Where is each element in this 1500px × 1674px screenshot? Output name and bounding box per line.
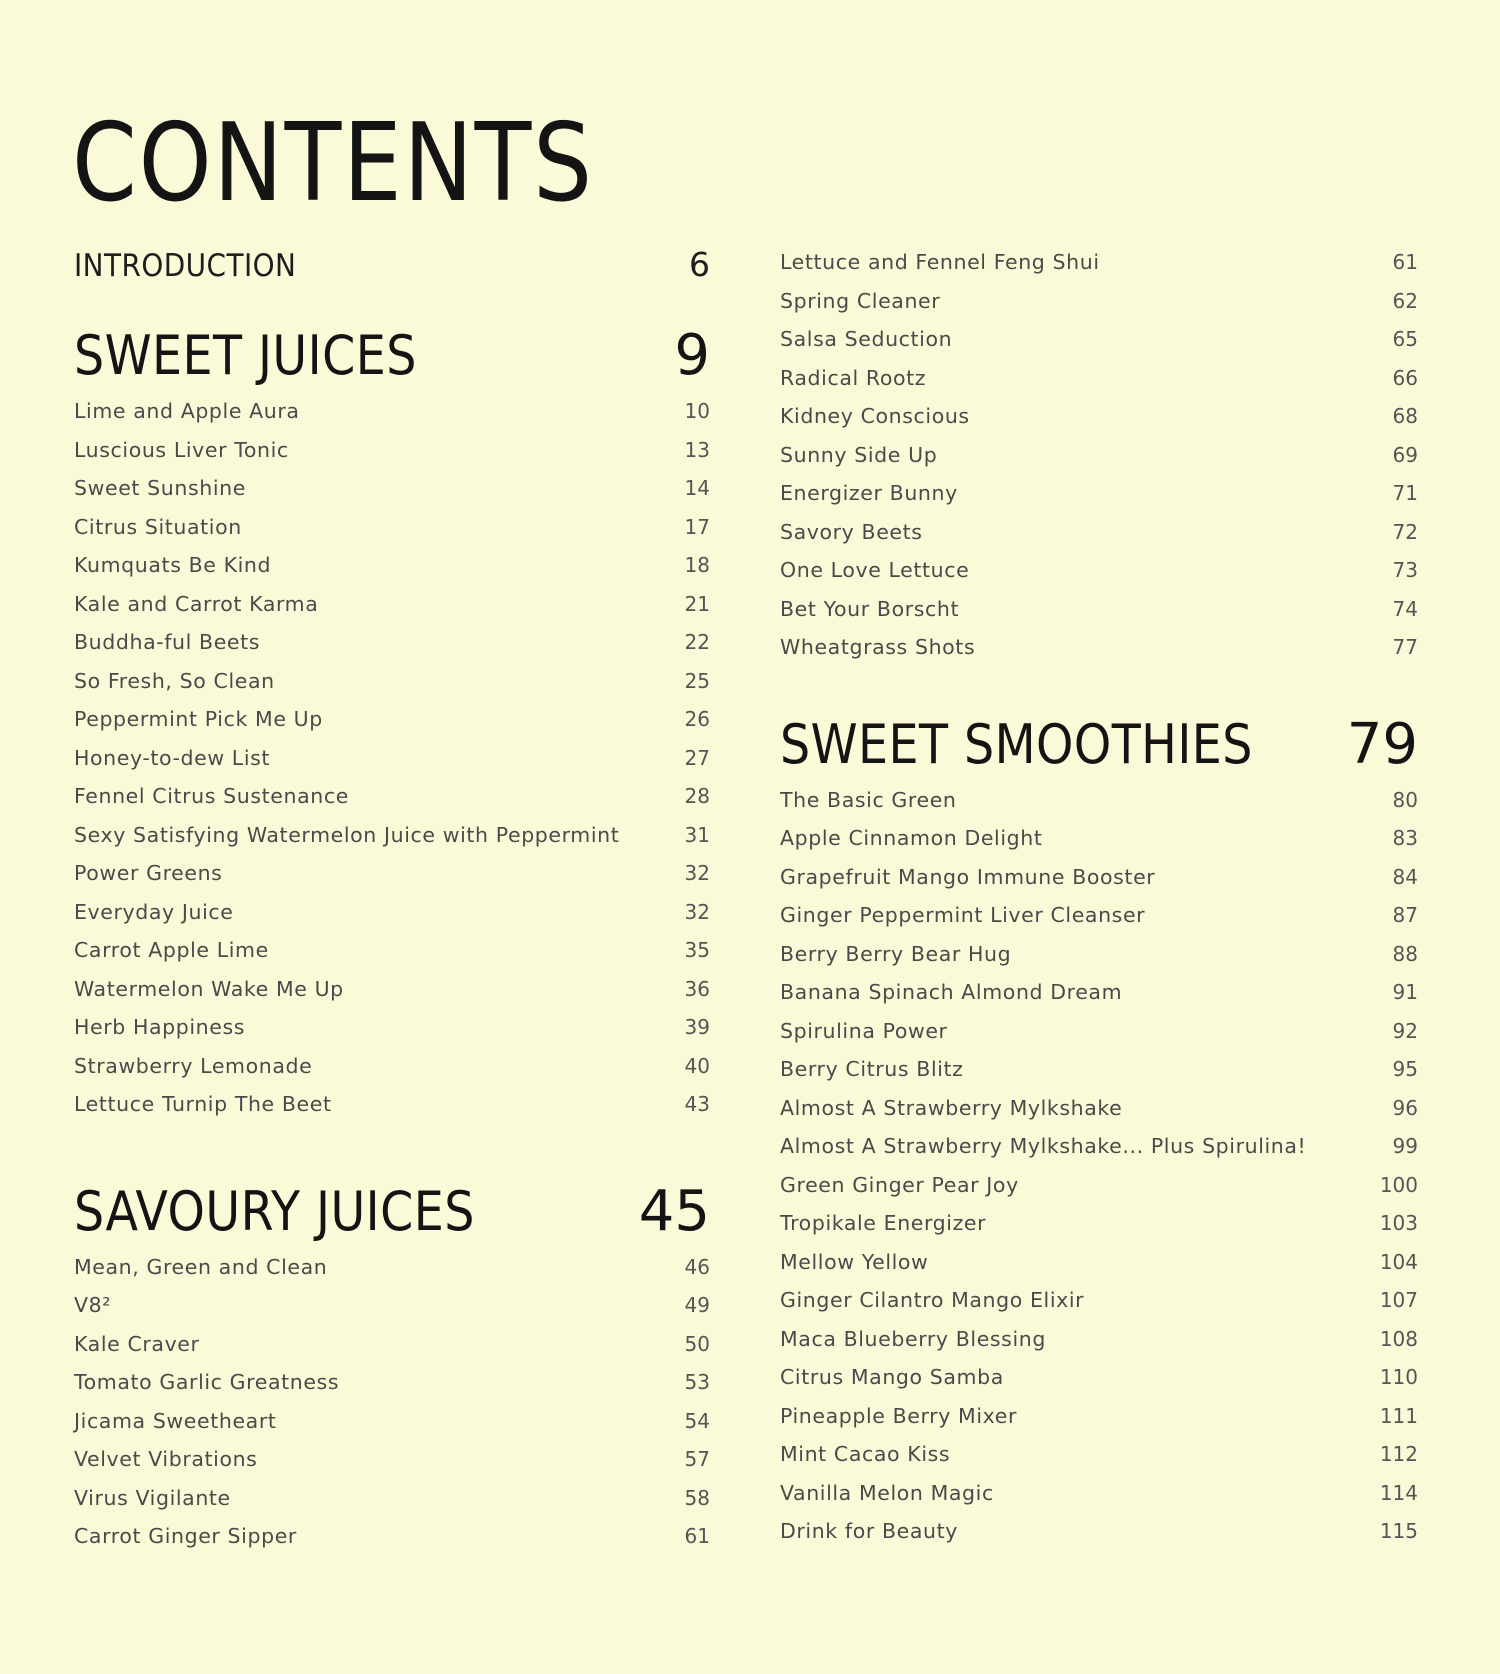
entry-title: Banana Spinach Almond Dream: [780, 980, 1123, 1004]
entry-title: Luscious Liver Tonic: [74, 437, 289, 462]
entry-page-number: 21: [684, 591, 710, 616]
toc-entry[interactable]: [74, 476, 710, 515]
section-page: 79: [1346, 711, 1418, 777]
toc-entry[interactable]: [74, 1255, 710, 1294]
toc-entry[interactable]: [74, 399, 710, 438]
entry-page-number: 104: [1379, 1249, 1418, 1274]
introduction-entry[interactable]: [74, 245, 710, 309]
toc-entry[interactable]: [74, 1092, 710, 1131]
toc-entry[interactable]: [780, 635, 1418, 674]
entry-page-number: 50: [684, 1331, 710, 1356]
entry-title: The Basic Green: [780, 787, 957, 812]
entry-title: Everyday Juice: [74, 899, 234, 924]
entry-page-number: 54: [684, 1408, 710, 1433]
entry-page-number: 58: [684, 1485, 710, 1510]
entry-title: Virus Vigilante: [74, 1485, 231, 1510]
entry-title: Mean, Green and Clean: [74, 1254, 328, 1279]
entry-title: Maca Blueberry Blessing: [780, 1326, 1046, 1351]
entry-title: Kidney Conscious: [780, 404, 970, 428]
section-title: SWEET JUICES: [74, 324, 417, 387]
entry-title: Grapefruit Mango Immune Booster: [780, 864, 1156, 889]
entry-page-number: 65: [1392, 327, 1418, 351]
entry-title: Almost A Strawberry Mylkshake... Plus Spirulina!: [780, 1134, 1307, 1158]
entry-page-number: 17: [684, 514, 710, 539]
toc-entry[interactable]: [74, 823, 710, 862]
entry-title: Green Ginger Pear Joy: [780, 1172, 1019, 1197]
toc-entry[interactable]: [74, 1524, 710, 1563]
entry-page-number: 18: [684, 553, 710, 577]
toc-entry[interactable]: [780, 289, 1418, 328]
toc-entry[interactable]: [74, 784, 710, 823]
entry-page-number: 80: [1392, 787, 1418, 812]
entry-page-number: 35: [684, 938, 710, 962]
section-header[interactable]: [74, 323, 710, 399]
entry-title: Lettuce and Fennel Feng Shui: [780, 250, 1100, 274]
toc-entry[interactable]: [74, 592, 710, 631]
toc-entry[interactable]: [74, 1486, 710, 1525]
entry-title: One Love Lettuce: [780, 558, 970, 582]
right-column: [780, 250, 1418, 1558]
entry-list: [74, 1255, 710, 1563]
toc-entry[interactable]: [780, 443, 1418, 482]
section-header[interactable]: [74, 1179, 710, 1255]
entry-title: Mellow Yellow: [780, 1249, 929, 1274]
entry-title: Velvet Vibrations: [74, 1447, 258, 1471]
section-page: 45: [638, 1178, 710, 1244]
toc-entry[interactable]: [780, 404, 1418, 443]
entry-title: Sunny Side Up: [780, 442, 938, 467]
entry-title: Buddha-ful Beets: [74, 630, 261, 654]
entry-title: V8²: [74, 1293, 112, 1317]
entry-page-number: 53: [684, 1370, 710, 1394]
entry-title: Energizer Bunny: [780, 481, 958, 505]
entry-page-number: 84: [1392, 864, 1418, 889]
toc-entry[interactable]: [780, 1327, 1418, 1366]
entry-title: Citrus Situation: [74, 514, 242, 539]
entry-title: Tomato Garlic Greatness: [74, 1370, 340, 1394]
entry-page-number: 88: [1392, 941, 1418, 966]
entry-list: [780, 788, 1418, 1558]
left-column: [74, 245, 710, 1563]
toc-entry[interactable]: [780, 980, 1418, 1019]
toc-entry[interactable]: [780, 788, 1418, 827]
entry-title: Tropikale Energizer: [780, 1211, 987, 1235]
section-header[interactable]: [780, 712, 1418, 788]
entry-title: Spring Cleaner: [780, 288, 941, 313]
entry-title: Honey-to-dew List: [74, 745, 271, 770]
entry-title: Pineapple Berry Mixer: [780, 1403, 1017, 1428]
entry-page-number: 114: [1379, 1480, 1418, 1505]
toc-entry[interactable]: [74, 1447, 710, 1486]
entry-list: [780, 250, 1418, 674]
toc-entry[interactable]: [780, 1019, 1418, 1058]
entry-page-number: 87: [1392, 903, 1418, 927]
entry-title: Berry Berry Bear Hug: [780, 941, 1012, 966]
toc-entry[interactable]: [74, 977, 710, 1016]
entry-title: Ginger Peppermint Liver Cleanser: [780, 903, 1146, 927]
entry-page-number: 62: [1392, 288, 1418, 313]
section-sweet-juices: [74, 323, 710, 1131]
entry-page-number: 46: [684, 1254, 710, 1279]
section-savoury-juices: [74, 1179, 710, 1563]
entry-title: Drink for Beauty: [780, 1519, 958, 1543]
toc-entry[interactable]: [74, 707, 710, 746]
toc-entry[interactable]: [780, 826, 1418, 865]
toc-entry[interactable]: [780, 1442, 1418, 1481]
entry-title: Bet Your Borscht: [780, 596, 960, 621]
toc-entry[interactable]: [74, 900, 710, 939]
toc-entry[interactable]: [780, 1250, 1418, 1289]
page-title: CONTENTS: [72, 101, 594, 227]
entry-page-number: 43: [684, 1092, 710, 1116]
introduction-page: 6: [689, 245, 710, 284]
entry-title: Vanilla Melon Magic: [780, 1480, 994, 1505]
entry-title: Citrus Mango Samba: [780, 1365, 1004, 1389]
entry-page-number: 32: [684, 899, 710, 924]
entry-page-number: 103: [1379, 1211, 1418, 1235]
entry-title: Strawberry Lemonade: [74, 1053, 313, 1078]
toc-entry[interactable]: [74, 1054, 710, 1093]
entry-title: Sexy Satisfying Watermelon Juice with Peppermint: [74, 822, 620, 847]
section-title: SWEET SMOOTHIES: [780, 712, 1253, 776]
toc-entry[interactable]: [780, 250, 1418, 289]
entry-title: Sweet Sunshine: [74, 476, 246, 500]
toc-entry[interactable]: [74, 553, 710, 592]
toc-entry[interactable]: [74, 438, 710, 477]
toc-entry[interactable]: [74, 1370, 710, 1409]
toc-entry[interactable]: [780, 1096, 1418, 1135]
entry-page-number: 40: [684, 1053, 710, 1078]
entry-title: Watermelon Wake Me Up: [74, 976, 344, 1001]
toc-entry[interactable]: [780, 1173, 1418, 1212]
toc-entry[interactable]: [780, 327, 1418, 366]
entry-page-number: 77: [1392, 635, 1418, 659]
toc-entry[interactable]: [780, 1481, 1418, 1520]
toc-entry[interactable]: [780, 1134, 1418, 1173]
entry-title: Savory Beets: [780, 519, 923, 544]
entry-page-number: 73: [1392, 558, 1418, 582]
toc-entry[interactable]: [780, 903, 1418, 942]
entry-page-number: 28: [684, 784, 710, 808]
entry-page-number: 100: [1379, 1172, 1418, 1197]
section-title: SAVOURY JUICES: [74, 1179, 475, 1243]
toc-entry[interactable]: [780, 520, 1418, 559]
toc-entry[interactable]: [74, 746, 710, 785]
entry-title: Berry Citrus Blitz: [780, 1057, 964, 1081]
entry-title: Power Greens: [74, 861, 223, 885]
toc-entry[interactable]: [74, 1015, 710, 1054]
entry-page-number: 107: [1379, 1288, 1418, 1312]
toc-entry[interactable]: [780, 1404, 1418, 1443]
entry-title: Apple Cinnamon Delight: [780, 826, 1043, 850]
entry-page-number: 95: [1392, 1057, 1418, 1081]
entry-title: Jicama Sweetheart: [74, 1408, 277, 1433]
entry-page-number: 66: [1392, 365, 1418, 390]
section-sweet-smoothies: [780, 712, 1418, 1558]
entry-page-number: 26: [684, 707, 710, 731]
entry-title: Kale Craver: [74, 1331, 200, 1356]
entry-page-number: 74: [1392, 596, 1418, 621]
toc-entry[interactable]: [780, 1519, 1418, 1558]
toc-entry[interactable]: [780, 481, 1418, 520]
entry-title: Peppermint Pick Me Up: [74, 707, 323, 731]
entry-page-number: 61: [684, 1524, 710, 1548]
entry-page-number: 72: [1392, 519, 1418, 544]
entry-page-number: 22: [684, 630, 710, 654]
entry-page-number: 92: [1392, 1018, 1418, 1043]
entry-page-number: 110: [1379, 1365, 1418, 1389]
entry-page-number: 111: [1379, 1403, 1418, 1428]
toc-entry[interactable]: [74, 1409, 710, 1448]
toc-entry[interactable]: [780, 942, 1418, 981]
entry-title: Herb Happiness: [74, 1015, 246, 1039]
toc-entry[interactable]: [780, 597, 1418, 636]
entry-title: Kale and Carrot Karma: [74, 591, 319, 616]
entry-page-number: 14: [684, 476, 710, 500]
entry-page-number: 69: [1392, 442, 1418, 467]
entry-page-number: 68: [1392, 404, 1418, 428]
entry-page-number: 112: [1379, 1442, 1418, 1466]
entry-title: Spirulina Power: [780, 1018, 948, 1043]
toc-entry[interactable]: [74, 938, 710, 977]
entry-list: [74, 399, 710, 1131]
toc-entry[interactable]: [780, 366, 1418, 405]
toc-entry[interactable]: [780, 1365, 1418, 1404]
entry-page-number: 10: [684, 399, 710, 423]
entry-title: Mint Cacao Kiss: [780, 1442, 951, 1466]
entry-title: Almost A Strawberry Mylkshake: [780, 1095, 1123, 1120]
entry-page-number: 31: [684, 822, 710, 847]
entry-title: Salsa Seduction: [780, 327, 953, 351]
entry-title: So Fresh, So Clean: [74, 668, 275, 693]
entry-title: Lime and Apple Aura: [74, 399, 300, 423]
entry-page-number: 96: [1392, 1095, 1418, 1120]
toc-entry[interactable]: [74, 669, 710, 708]
toc-entry[interactable]: [74, 515, 710, 554]
toc-entry[interactable]: [74, 861, 710, 900]
entry-page-number: 71: [1392, 481, 1418, 505]
entry-page-number: 27: [684, 745, 710, 770]
entry-page-number: 32: [684, 861, 710, 885]
toc-entry[interactable]: [74, 1293, 710, 1332]
entry-title: Carrot Ginger Sipper: [74, 1524, 297, 1548]
entry-page-number: 13: [684, 437, 710, 462]
entry-page-number: 83: [1392, 826, 1418, 850]
entry-title: Wheatgrass Shots: [780, 635, 976, 659]
entry-title: Lettuce Turnip The Beet: [74, 1092, 332, 1116]
entry-title: Carrot Apple Lime: [74, 938, 269, 962]
entry-title: Radical Rootz: [780, 365, 927, 390]
entry-title: Ginger Cilantro Mango Elixir: [780, 1288, 1085, 1312]
toc-entry[interactable]: [780, 1288, 1418, 1327]
entry-page-number: 25: [684, 668, 710, 693]
toc-entry[interactable]: [74, 630, 710, 669]
entry-page-number: 57: [684, 1447, 710, 1471]
entry-page-number: 115: [1379, 1519, 1418, 1543]
entry-page-number: 36: [684, 976, 710, 1001]
toc-entry[interactable]: [780, 865, 1418, 904]
entry-title: Kumquats Be Kind: [74, 553, 272, 577]
entry-page-number: 99: [1392, 1134, 1418, 1158]
entry-page-number: 49: [684, 1293, 710, 1317]
entry-title: Fennel Citrus Sustenance: [74, 784, 349, 808]
entry-page-number: 91: [1392, 980, 1418, 1004]
introduction-label: INTRODUCTION: [74, 248, 297, 284]
toc-entry[interactable]: [780, 558, 1418, 597]
toc-entry[interactable]: [780, 1057, 1418, 1096]
toc-entry[interactable]: [780, 1211, 1418, 1250]
entry-page-number: 61: [1392, 250, 1418, 274]
entry-page-number: 108: [1379, 1326, 1418, 1351]
entry-page-number: 39: [684, 1015, 710, 1039]
section-page: 9: [674, 323, 710, 388]
toc-entry[interactable]: [74, 1332, 710, 1371]
